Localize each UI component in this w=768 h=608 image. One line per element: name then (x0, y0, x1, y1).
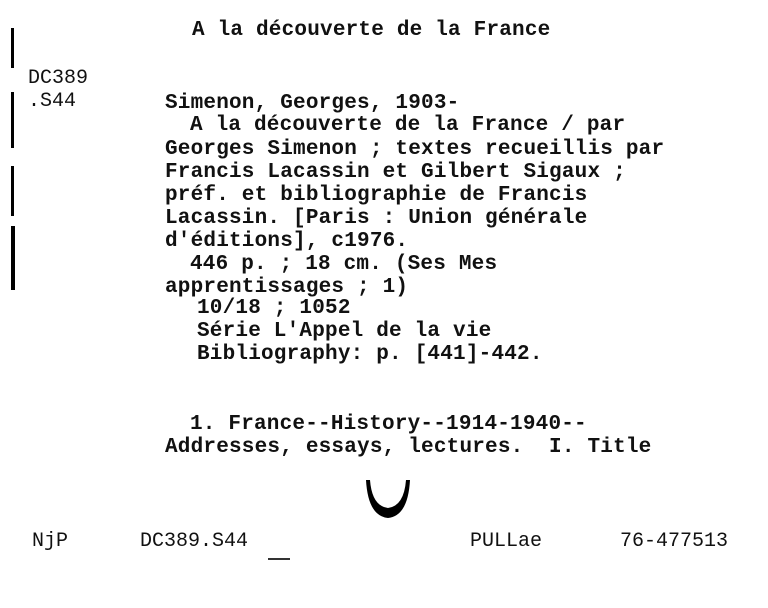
smudge-mark (268, 558, 290, 560)
footer-call-number: DC389.S44 (140, 530, 249, 553)
card-edge-line (11, 166, 14, 216)
responsibility-line: Francis Lacassin et Gilbert Sigaux ; (165, 161, 626, 184)
imprint-line: Lacassin. [Paris : Union générale (165, 207, 588, 230)
card-edge-line (11, 28, 14, 68)
call-number-class: DC389 (28, 67, 89, 90)
card-edge-line (11, 226, 15, 290)
responsibility-line: Georges Simenon ; textes recueillis par (165, 138, 665, 161)
subject-tracing: 1. France--History--1914-1940-- (190, 413, 587, 436)
responsibility-line: préf. et bibliographie de Francis (165, 184, 588, 207)
library-code: NjP (32, 530, 69, 553)
imprint-line: d'éditions], c1976. (165, 230, 409, 253)
card-edge-line (11, 92, 14, 148)
title-statement: A la découverte de la France / par (190, 114, 626, 137)
collation-line: 446 p. ; 18 cm. (Ses Mes (190, 253, 498, 276)
subject-tracing: Addresses, essays, lectures. I. Title (165, 436, 652, 459)
call-number-cutter: .S44 (28, 90, 77, 113)
heading-title: A la découverte de la France (192, 19, 551, 42)
bibliography-note: Bibliography: p. [441]-442. (197, 343, 543, 366)
main-entry: Simenon, Georges, 1903- (165, 92, 460, 115)
cataloging-code: PULLae (470, 530, 543, 553)
record-number: 76-477513 (620, 530, 729, 553)
note-line: 10/18 ; 1052 (197, 297, 351, 320)
note-line: Série L'Appel de la vie (197, 320, 492, 343)
series-line: apprentissages ; 1) (165, 276, 409, 299)
card-hole-icon (362, 476, 414, 522)
